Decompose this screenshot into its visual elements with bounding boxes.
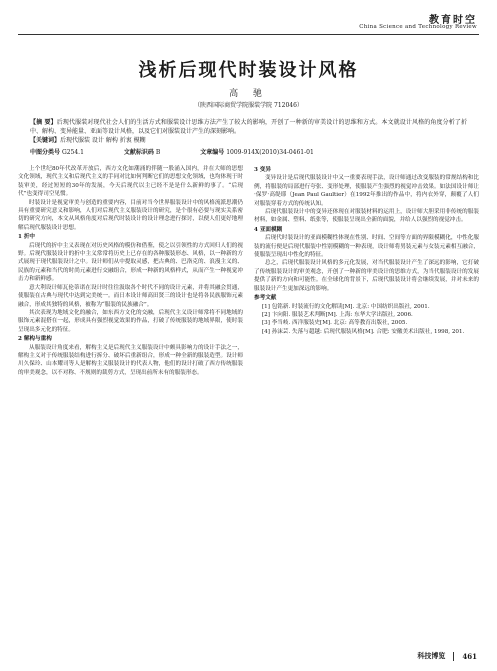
header-rule — [18, 34, 479, 35]
classification-row — [30, 147, 467, 156]
references-heading: 参考文献 — [254, 295, 277, 302]
reference-item: [3] 李当岐. 西洋服装史[M]. 北京: 高等教育出版社, 2005. — [262, 320, 408, 327]
article-no-value: 1009-914X(2010)34-0461-01 — [226, 149, 314, 156]
section-heading: 1 折中 — [18, 234, 36, 241]
paragraph: 其次表现为地域文化的融合，如东西方文化的交融，后现代主义设计师常将不同地域的服饰元素混搭在一起，形成具有强烈视觉效果的作品，打破了传统服装的地域界限，使时装呈现出多元化的特征。 — [18, 309, 243, 333]
clc-label: 中图分类号 — [30, 149, 61, 156]
paragraph: 总之，后现代服装设计风格的多元化发展，对当代服装设计产生了深远的影响，它打破了传统服装设计的审美观念，开创了一种新的审美设计的思维方式，为当代服装设计的发展提供了新的方向和可能性。在全球化的背景下，后现代服装设计将会继续发展，并对未来的服装设计产生更加深远的影响。 — [254, 260, 479, 292]
reference-item: [4] 孙沫芸. 失落与超越: 后现代服装风格[M]. 合肥: 安徽美术出版社, 1998, 201. — [262, 328, 465, 335]
doc-code-label: 文献标识码 — [123, 149, 154, 156]
journal-title-en: China Science and Technology Review — [359, 24, 477, 30]
article-title: 浅析后现代时装设计风格 — [138, 60, 359, 81]
paragraph: 意大利设计师瓦伦蒂诺在设计时往往汲取各个时代不同的设计元素，并将其融会贯通，使服装在古典与现代中达到完美统一。而日本设计师高田贤三的设计也是将各民族服饰元素融合，形成其独特的风格，被称为“服装的民族融合”。 — [18, 284, 243, 308]
clc-item — [30, 147, 84, 156]
paragraph: 时装设计是视觉审美与创造的重要内容，目前对当今世界服装设计中的风格流派思潮仍具有重要研究意义和影响，人们对后现代主义服装设计的研究，是个很有必要与现实关系密切的研究方向，本文从风格角度对后现代时装设计的设计理念进行探讨，以便人们更好地理解后现代服装设计思想。 — [18, 199, 243, 231]
abstract — [30, 118, 467, 145]
article-no-label: 文章编号 — [200, 149, 225, 156]
article-author: 高 驰 — [229, 89, 268, 99]
clc-value: G254.1 — [61, 149, 84, 156]
keywords-label: 【关键词】 — [30, 137, 61, 144]
abstract-text: 后现代服装对现代社会人们的生活方式和服装设计思维方法产生了较大的影响，开创了一种新的审美设计的思维和方式。本文就设计风格的角度分析了折中、解构、变异能量、亚面等设计风格，以及它们对服装设计产生的深刻影响。 — [30, 119, 467, 135]
footer-journal: 科技博览 — [417, 651, 446, 660]
paragraph: 上个世纪80年代改革开放后，西方文化如潮涌的伴随一股涌入国内，并在大师的思想文化领域，现代主义和后现代主义的手同对比如何判断它们的思想文化领域，也均体现于时装审美，经过短短的30年的发展，今天后现代以主已经不是是什么新鲜的事了。“后现代”也变得司空见惯。 — [18, 166, 243, 198]
keywords-text: 后现代服装 设计 解构 折衷 模糊 — [60, 137, 146, 144]
author-affiliation: （陕西国际商贸学院服装学院 712046） — [194, 102, 303, 109]
paragraph: 变异设计是后现代服装设计中又一重要表现手法，设计师通过改变服装的常规结构和比例，将服装的局部进行夸张、变形处理，使服装产生强烈的视觉冲击效果。如法国设计师让·保罗·高缇耶（Jean Paul Gaultier）在1992年推出的作品中，将内衣外穿，颠覆了人们对服装穿着方式的传统认知。 — [254, 175, 479, 207]
paragraph: 后现代时装设计的亚面模糊性体现在性别、时间、空间等方面的界限模糊化，中性化服装的流行便是后现代服装中性别模糊的一种表现，设计师将男装元素与女装元素相互融合，使服装呈现出中性化的特征。 — [254, 235, 479, 259]
section-heading: 2 解构与重构 — [18, 336, 52, 343]
footer-divider — [453, 652, 454, 661]
journal-title-cn: 教育时空 — [429, 15, 477, 26]
abstract-label: 【摘 要】 — [30, 119, 57, 126]
article-no-item — [200, 147, 314, 156]
section-heading: 4 亚面模糊 — [254, 226, 283, 233]
left-column — [18, 165, 243, 377]
doc-code-item — [124, 147, 160, 156]
doc-code-value: B — [155, 149, 161, 156]
section-heading: 3 变异 — [254, 167, 272, 173]
page-footer — [417, 651, 477, 661]
page-number: 461 — [462, 651, 477, 661]
paragraph: 后现代服装设计中的变异还体现在对服装材料的运用上，设计师大胆采用非传统的服装材料，如金属、塑料、纸张等，使服装呈现出全新的面貌，并给人以强烈的视觉冲击。 — [254, 209, 479, 224]
reference-item: [2] 卞向阳. 服装艺术判断[M]. 上海: 东华大学出版社, 2006. — [262, 311, 413, 318]
right-column — [254, 165, 479, 336]
paragraph: 后现代的折中主义表现在对历史风格的模仿和借鉴，使之以引领性的方式回归人们的视野。后现代服装设计的折中主义常常将历史上已存在的各种服装形态、风格，以一种新的方式展现于现代服装设计之中。设计师们从中提取灵感，把古典的、巴洛克的、浪漫主义的、民族的元素和当代的时尚元素进行交融组合，形成一种新的风格样式，从而产生一种视觉冲击力和新鲜感。 — [18, 242, 243, 283]
paragraph: 从服装设计角度来看，解构主义是后现代主义服装设计中颇具影响力的设计手法之一，解构主义对于传统服装结构进行拆分、破坏后重新组合，形成一种全新的服装造型。设计师川久保玲、山本耀司等人是解构主义服装设计的代表人物，他们的设计打破了西方传统服装的审美观念，以不对称、不规则的裁剪方式，呈现出前所未有的服装形态。 — [18, 344, 243, 376]
reference-item: [1] 包铭新. 时装流行的文化解读[M]. 北京: 中国纺织出版社, 2001. — [262, 303, 430, 310]
